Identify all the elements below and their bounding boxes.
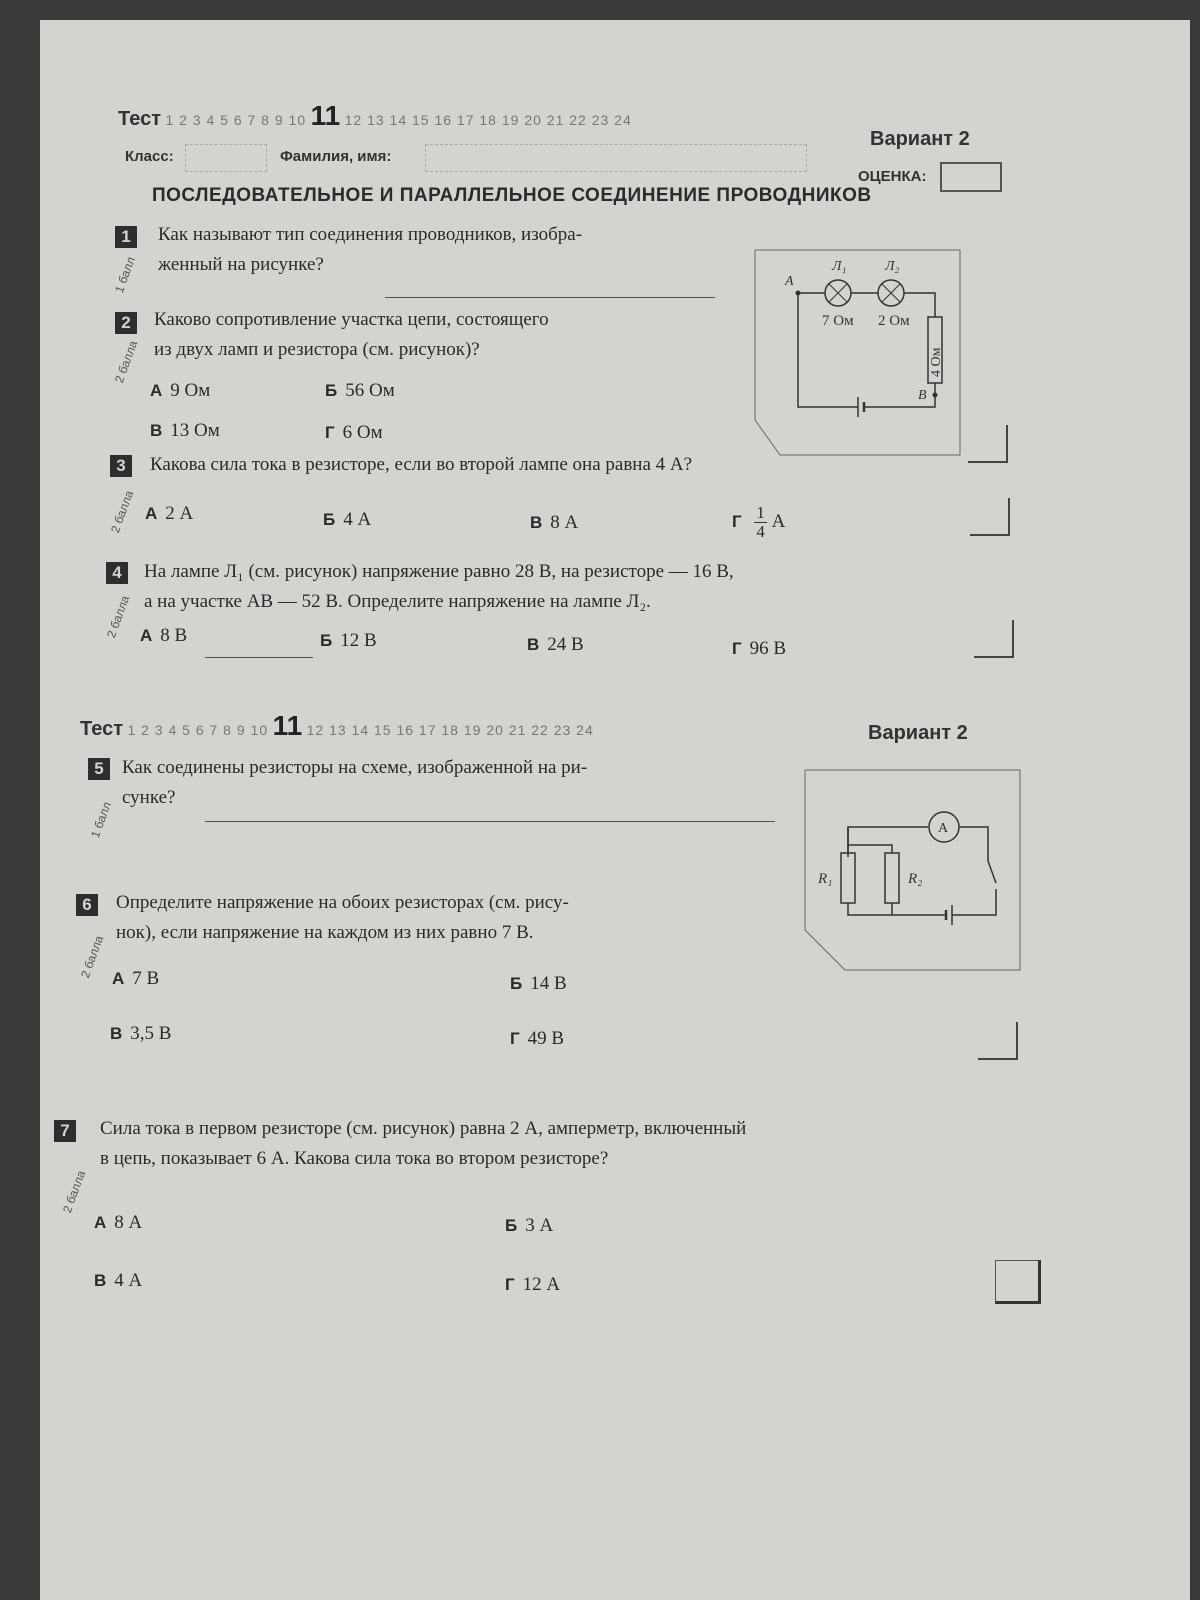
answer-line[interactable] — [385, 296, 715, 298]
question-line: нок), если напряжение на каждом из них равно 7 В. — [116, 922, 534, 943]
option-letter: Б — [510, 974, 523, 993]
option-value: 3,5 В — [130, 1023, 172, 1044]
option-value: 96 В — [749, 638, 787, 659]
test-label: Тест — [80, 718, 123, 740]
option-value: 13 Ом — [170, 420, 220, 441]
switch-icon — [988, 861, 996, 883]
question-7-text — [100, 1114, 746, 1174]
option-value: 24 В — [547, 634, 584, 655]
option-b[interactable] — [323, 509, 371, 531]
option-c[interactable] — [530, 512, 578, 534]
fraction-numerator: 1 — [756, 503, 765, 522]
grade-label: ОЦЕНКА: — [858, 168, 927, 185]
lamp-1-resistance: 7 Ом — [822, 313, 854, 329]
page-title: ПОСЛЕДОВАТЕЛЬНОЕ И ПАРАЛЛЕЛЬНОЕ СОЕДИНЕНИЕ ПРОВОДНИКОВ — [152, 185, 872, 206]
question-line: сунке? — [122, 787, 176, 808]
option-letter: Г — [325, 423, 335, 442]
question-line: На лампе Л₁ (см. рисунок) напряжение равно 28 В, на резисторе — 16 В, — [144, 561, 734, 582]
option-letter: В — [150, 421, 163, 440]
fraction — [754, 504, 767, 541]
fraction-denominator: 4 — [756, 522, 765, 541]
option-a[interactable] — [140, 625, 187, 647]
question-line: в цепь, показывает 6 А. Какова сила тока во втором резисторе? — [100, 1148, 609, 1169]
answer-box[interactable] — [968, 425, 1008, 463]
option-value: 9 Ом — [170, 380, 211, 401]
option-a[interactable] — [94, 1212, 142, 1234]
variant-label: Вариант 2 — [870, 128, 970, 150]
option-value: 8 А — [114, 1212, 143, 1233]
answer-line[interactable] — [205, 820, 775, 822]
question-2-text — [154, 305, 549, 365]
option-letter: Б — [323, 510, 336, 529]
option-letter: А — [94, 1213, 107, 1232]
option-c[interactable] — [527, 634, 584, 656]
diagram-frame — [805, 770, 1020, 970]
option-a[interactable] — [145, 503, 193, 525]
question-5-text — [122, 753, 587, 813]
option-c[interactable] — [150, 420, 220, 442]
test-numbers-before: 1 2 3 4 5 6 7 8 9 10 — [165, 112, 307, 128]
answer-box[interactable] — [978, 1022, 1018, 1060]
test-header-2 — [80, 710, 594, 742]
option-d[interactable] — [732, 638, 786, 660]
option-value: 56 Ом — [345, 380, 395, 401]
label-r2: R₂ — [908, 871, 923, 887]
question-number: 2 — [115, 312, 137, 334]
question-6-text — [116, 888, 569, 948]
question-line: Как называют тип соединения проводников, изобра- — [158, 224, 583, 245]
test-header-1 — [118, 100, 632, 132]
test-numbers-after: 12 13 14 15 16 17 18 19 20 21 22 23 24 — [306, 722, 594, 738]
class-field[interactable] — [185, 144, 267, 172]
question-number: 7 — [54, 1120, 76, 1142]
option-value: 8 А — [550, 512, 579, 533]
question-line: Определите напряжение на обоих резисторах (см. рису- — [116, 892, 569, 913]
option-letter: В — [110, 1024, 123, 1043]
points-label: 2 балла — [104, 593, 133, 640]
option-letter: Б — [505, 1216, 518, 1235]
series-circuit-diagram — [750, 245, 965, 465]
option-value: 2 А — [165, 503, 194, 524]
question-number: 5 — [88, 758, 110, 780]
option-value: 4 А — [114, 1270, 143, 1291]
option-letter: Г — [510, 1029, 520, 1048]
points-label: 2 балла — [78, 933, 107, 980]
option-letter: А — [140, 626, 153, 645]
question-1-text — [158, 220, 582, 280]
question-number: 6 — [76, 894, 98, 916]
option-letter: Г — [732, 639, 742, 658]
label-l1: Л₁ — [832, 259, 847, 274]
option-value: 12 А — [522, 1274, 561, 1295]
grade-field[interactable] — [940, 162, 1002, 192]
option-d[interactable] — [505, 1274, 560, 1296]
variant-label: Вариант 2 — [868, 722, 968, 744]
label-l2: Л₂ — [885, 259, 900, 274]
option-value: 3 А — [525, 1215, 554, 1236]
option-letter: А — [145, 504, 158, 523]
current-test-number: 11 — [272, 710, 303, 741]
option-value: 4 А — [343, 509, 372, 530]
wire — [848, 845, 892, 853]
option-letter: В — [94, 1271, 107, 1290]
wire — [848, 903, 946, 915]
option-value: 6 Ом — [342, 422, 383, 443]
option-b[interactable] — [505, 1215, 553, 1237]
option-b[interactable] — [325, 380, 395, 402]
question-line: из двух ламп и резистора (см. рисунок)? — [154, 339, 480, 360]
option-value: 7 В — [132, 968, 160, 989]
points-label: 2 балла — [112, 338, 141, 385]
question-number: 1 — [115, 226, 137, 248]
resistor-value: 4 Ом — [929, 347, 944, 377]
option-d[interactable] — [732, 504, 785, 541]
points-label: 1 балл — [88, 799, 114, 840]
worksheet-page — [40, 20, 1190, 1600]
question-number: 4 — [106, 562, 128, 584]
test-numbers-before: 1 2 3 4 5 6 7 8 9 10 — [127, 722, 269, 738]
parallel-circuit-diagram — [800, 765, 1025, 975]
question-line: а на участке АВ — 52 В. Определите напряжение на лампе Л₂. — [144, 591, 651, 612]
question-line: женный на рисунке? — [158, 254, 324, 275]
points-label: 2 балла — [60, 1168, 89, 1215]
wire — [959, 827, 988, 861]
label-r1: R₁ — [818, 871, 833, 887]
option-value: 8 В — [160, 625, 188, 646]
label-b: B — [918, 388, 927, 403]
option-unit: А — [771, 510, 786, 532]
class-label: Класс: — [125, 148, 174, 165]
option-b[interactable] — [320, 630, 377, 652]
name-field[interactable] — [425, 144, 807, 172]
option-value: 12 В — [340, 630, 377, 651]
question-line: Как соединены резисторы на схеме, изображенной на ри- — [122, 757, 588, 778]
label-a: A — [785, 274, 794, 289]
answer-line[interactable] — [205, 656, 313, 658]
answer-box[interactable] — [995, 1260, 1041, 1304]
option-value: 49 В — [527, 1028, 565, 1049]
points-label: 1 балл — [112, 254, 138, 295]
question-4-text — [144, 557, 734, 617]
option-letter: В — [530, 513, 543, 532]
question-3-text: Какова сила тока в резисторе, если во второй лампе она равна 4 А? — [150, 454, 693, 475]
option-d[interactable] — [325, 422, 383, 444]
option-letter: Г — [505, 1275, 515, 1294]
question-line: Сила тока в первом резисторе (см. рисунок) равна 2 А, амперметр, включенный — [100, 1118, 747, 1139]
option-d[interactable] — [510, 1028, 564, 1050]
answer-box[interactable] — [970, 498, 1010, 536]
wire — [952, 889, 996, 915]
resistor-r1-icon — [841, 853, 855, 903]
option-letter: А — [112, 969, 125, 988]
wire — [798, 293, 858, 407]
ammeter-label: A — [938, 821, 949, 836]
option-letter: А — [150, 381, 163, 400]
question-line: Каково сопротивление участка цепи, состоящего — [154, 309, 549, 330]
option-letter: Г — [732, 511, 742, 531]
option-letter: Б — [320, 631, 333, 650]
option-a[interactable] — [112, 968, 159, 990]
points-label: 2 балла — [108, 488, 137, 535]
option-c[interactable] — [110, 1023, 171, 1045]
test-label: Тест — [118, 108, 161, 130]
option-a[interactable] — [150, 380, 210, 402]
name-label: Фамилия, имя: — [280, 148, 392, 165]
option-letter: Б — [325, 381, 338, 400]
current-test-number: 11 — [310, 100, 341, 131]
option-value: 14 В — [530, 973, 567, 994]
test-numbers-after: 12 13 14 15 16 17 18 19 20 21 22 23 24 — [344, 112, 632, 128]
answer-box[interactable] — [974, 620, 1014, 658]
lamp-2-resistance: 2 Ом — [878, 313, 910, 329]
option-b[interactable] — [510, 973, 567, 995]
option-letter: В — [527, 635, 540, 654]
option-c[interactable] — [94, 1270, 142, 1292]
resistor-r2-icon — [885, 853, 899, 903]
question-number: 3 — [110, 455, 132, 477]
